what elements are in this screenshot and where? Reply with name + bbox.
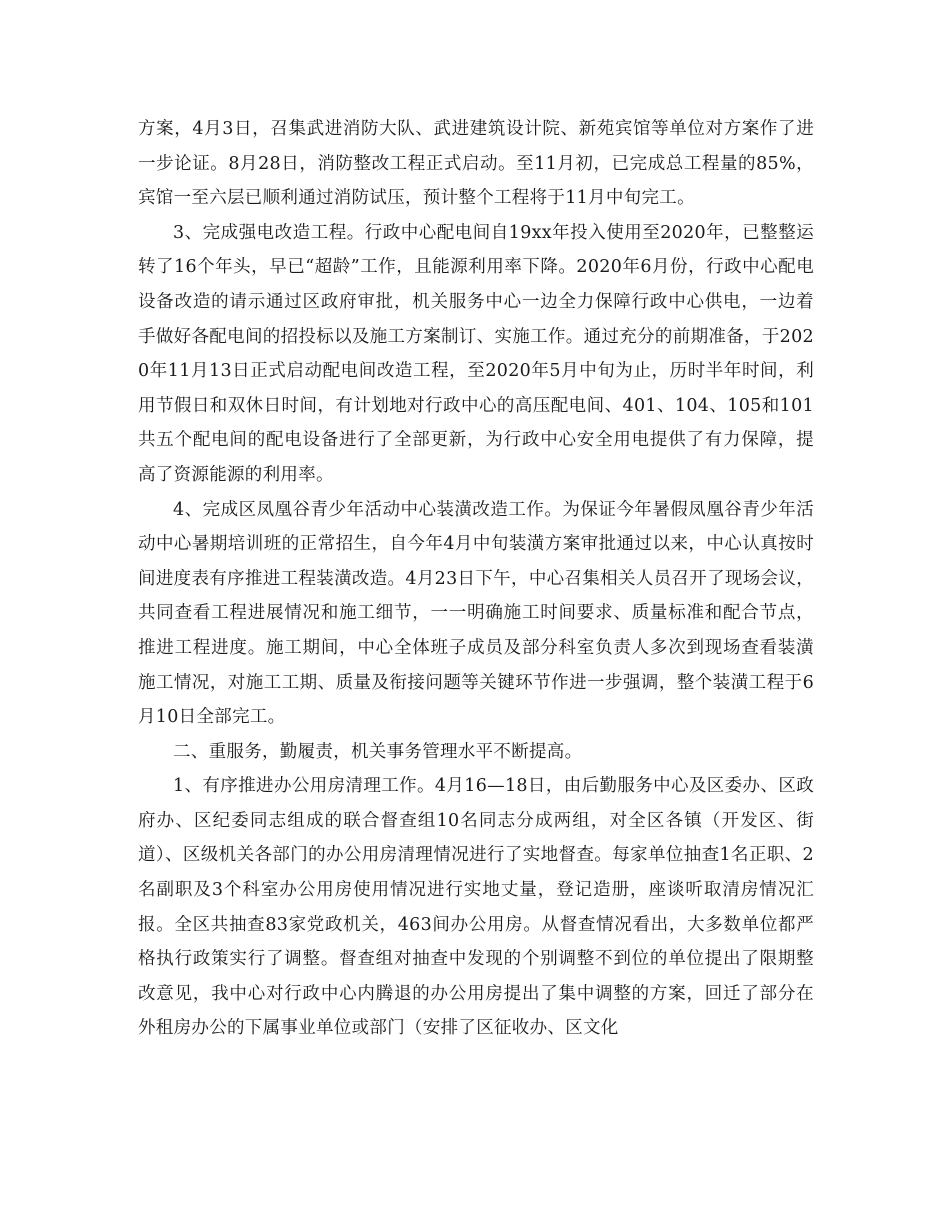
paragraph-power-upgrade: 3、完成强电改造工程。行政中心配电间自19xx年投入使用至2020年，已整整运转了16个年头，早已“超龄”工作，且能源利用率下降。2020年6月份，行政中心配电设备改造的请示通过区政府审批，机关服务中心一边全力保障行政中心供电，一边着手做好各配电间的招投标以及施工方案制订、实施工作。通过充分的前期准备，于2020年11月13日正式启动配电间改造工程，至2020年5月中旬为止，历时半年时间，利用节假日和双休日时间，有计划地对行政中心的高压配电间、401、104、105和101共五个配电间的配电设备进行了全部更新，为行政中心安全用电提供了有力保障，提高了资源能源的利用率。 [138,222,814,485]
paragraph-youth-center-renovation: 4、完成区凤凰谷青少年活动中心装潢改造工作。为保证今年暑假凤凰谷青少年活动中心暑期培训班的正常招生，自今年4月中旬装潢方案审批通过以来，中心认真按时间进度表有序推进工程装潢改造。4月23日下午，中心召集相关人员召开了现场会议，共同查看工程进展情况和施工细节，一一明确施工时间要求、质量标准和配合节点，推进工程进度。施工期间，中心全体班子成员及部分科室负责人多次到现场查看装潢施工情况，对施工工期、质量及衔接问题等关键环节作进一步强调，整个装潢工程于6月10日全部完工。 [138,499,814,728]
paragraph-fire-project-continuation: 方案，4月3日，召集武进消防大队、武进建筑设计院、新苑宾馆等单位对方案作了进一步论证。8月28日，消防整改工程正式启动。至11月初，已完成总工程量的85%，宾馆一至六层已顺利通过消防试压，预计整个工程将于11月中旬完工。 [138,119,814,209]
document-body [138,112,814,1046]
section-heading-service: 二、重服务，勤履责，机关事务管理水平不断提高。 [173,741,583,762]
paragraph-office-cleanup: 1、有序推进办公用房清理工作。4月16—18日，由后勤服务中心及区委办、区政府办、区纪委同志组成的联合督查组10名同志分成两组，对全区各镇（开发区、街道）、区级机关各部门的办公用房清理情况进行了实地督查。每家单位抽查1名正职、2名副职及3个科室办公用房使用情况进行实地丈量，登记造册，座谈听取清房情况汇报。全区共抽查83家党政机关，463间办公用房。从督查情况看出，大多数单位都严格执行政策实行了调整。督查组对抽查中发现的个别调整不到位的单位提出了限期整改意见，我中心对行政中心内腾退的办公用房提出了集中调整的方案，回迁了部分在外租房办公的下属事业单位或部门（安排了区征收办、区文化 [138,776,814,1039]
